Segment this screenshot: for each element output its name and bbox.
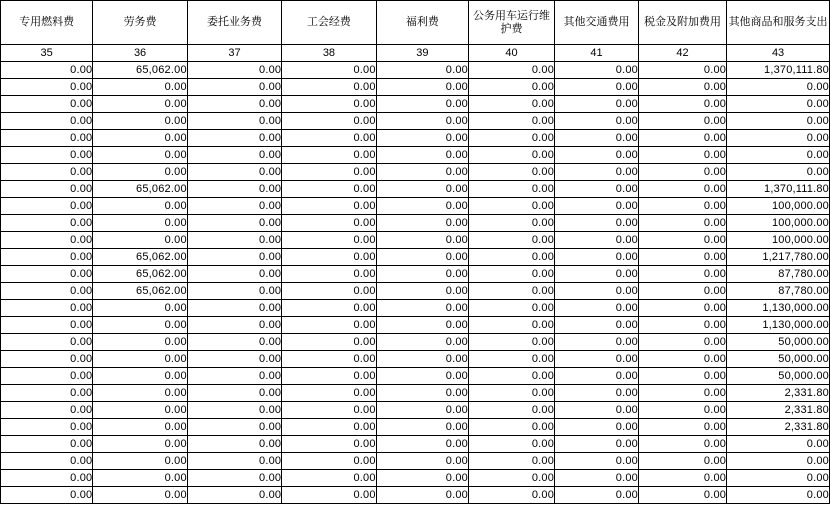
cell[interactable]: 0.00 (469, 351, 555, 368)
cell[interactable]: 0.00 (1, 436, 93, 453)
cell[interactable]: 0.00 (469, 249, 555, 266)
cell[interactable]: 0.00 (376, 79, 468, 96)
cell[interactable]: 0.00 (93, 402, 187, 419)
cell[interactable]: 0.00 (376, 249, 468, 266)
column-number-4: 39 (376, 45, 468, 62)
cell[interactable]: 0.00 (376, 300, 468, 317)
cell[interactable]: 65,062.00 (93, 62, 187, 79)
cell[interactable]: 1,130,000.00 (727, 317, 830, 334)
column-header-1[interactable]: 劳务费 (93, 1, 187, 45)
table-row (1, 96, 830, 113)
cell[interactable]: 0.00 (555, 249, 639, 266)
cell[interactable]: 0.00 (282, 419, 376, 436)
cell[interactable]: 0.00 (376, 334, 468, 351)
cell[interactable]: 0.00 (376, 351, 468, 368)
cell[interactable]: 0.00 (376, 181, 468, 198)
table-row (1, 283, 830, 300)
column-header-0[interactable]: 专用燃料费 (1, 1, 93, 45)
cell[interactable]: 0.00 (93, 113, 187, 130)
cell[interactable]: 0.00 (555, 164, 639, 181)
cell[interactable]: 0.00 (469, 266, 555, 283)
table-row (1, 198, 830, 215)
cell[interactable]: 0.00 (93, 232, 187, 249)
cell[interactable]: 0.00 (187, 402, 281, 419)
cell[interactable]: 0.00 (469, 283, 555, 300)
column-number-2: 37 (187, 45, 281, 62)
cell[interactable]: 0.00 (282, 181, 376, 198)
cell[interactable]: 0.00 (555, 385, 639, 402)
cell[interactable]: 0.00 (376, 113, 468, 130)
cell[interactable]: 1,370,111.80 (727, 62, 830, 79)
table-row (1, 249, 830, 266)
cell[interactable]: 2,331.80 (727, 419, 830, 436)
table-row (1, 487, 830, 504)
cell[interactable]: 100,000.00 (727, 232, 830, 249)
cell[interactable]: 0.00 (376, 317, 468, 334)
cell[interactable]: 0.00 (282, 147, 376, 164)
cell[interactable]: 0.00 (469, 402, 555, 419)
cell[interactable]: 0.00 (638, 130, 726, 147)
cell[interactable]: 0.00 (282, 351, 376, 368)
cell[interactable]: 0.00 (282, 164, 376, 181)
table-row (1, 300, 830, 317)
cell[interactable]: 0.00 (555, 300, 639, 317)
cell[interactable]: 0.00 (555, 232, 639, 249)
cell[interactable]: 0.00 (638, 113, 726, 130)
cell[interactable]: 0.00 (187, 317, 281, 334)
cell[interactable]: 0.00 (282, 249, 376, 266)
cell[interactable]: 0.00 (469, 487, 555, 504)
cell[interactable]: 0.00 (282, 62, 376, 79)
cell[interactable]: 0.00 (638, 436, 726, 453)
cell[interactable]: 0.00 (638, 181, 726, 198)
cell[interactable]: 0.00 (469, 147, 555, 164)
cell[interactable]: 0.00 (555, 130, 639, 147)
table-row (1, 164, 830, 181)
cell[interactable]: 0.00 (282, 79, 376, 96)
cell[interactable]: 0.00 (469, 436, 555, 453)
table-row (1, 368, 830, 385)
cell[interactable]: 50,000.00 (727, 351, 830, 368)
cell[interactable]: 0.00 (555, 215, 639, 232)
cell[interactable]: 0.00 (376, 62, 468, 79)
cell[interactable]: 0.00 (727, 79, 830, 96)
cell[interactable]: 0.00 (727, 436, 830, 453)
cell[interactable]: 0.00 (638, 266, 726, 283)
cell[interactable]: 0.00 (282, 487, 376, 504)
cell[interactable]: 0.00 (638, 79, 726, 96)
cell[interactable]: 0.00 (469, 62, 555, 79)
cell[interactable]: 0.00 (187, 453, 281, 470)
column-header-8[interactable]: 其他商品和服务支出 (727, 1, 830, 45)
cell[interactable]: 0.00 (727, 130, 830, 147)
cell[interactable]: 0.00 (1, 334, 93, 351)
cell[interactable]: 0.00 (1, 130, 93, 147)
cell[interactable]: 0.00 (555, 79, 639, 96)
table-row (1, 453, 830, 470)
cell[interactable]: 0.00 (282, 453, 376, 470)
table-row (1, 334, 830, 351)
cell[interactable]: 0.00 (187, 198, 281, 215)
cell[interactable]: 0.00 (727, 147, 830, 164)
cell[interactable]: 0.00 (282, 368, 376, 385)
cell[interactable]: 0.00 (1, 96, 93, 113)
cell[interactable]: 0.00 (93, 130, 187, 147)
cell[interactable]: 0.00 (376, 419, 468, 436)
cell[interactable]: 0.00 (555, 62, 639, 79)
cell[interactable]: 0.00 (469, 385, 555, 402)
cell[interactable]: 0.00 (376, 453, 468, 470)
table-row (1, 113, 830, 130)
cell[interactable]: 0.00 (555, 181, 639, 198)
column-header-6[interactable]: 其他交通费用 (555, 1, 639, 45)
cell[interactable]: 0.00 (469, 79, 555, 96)
cell[interactable]: 0.00 (187, 283, 281, 300)
cell[interactable]: 0.00 (376, 436, 468, 453)
cell[interactable]: 0.00 (1, 266, 93, 283)
cell[interactable]: 0.00 (187, 79, 281, 96)
cell[interactable]: 0.00 (282, 130, 376, 147)
cell[interactable]: 0.00 (1, 283, 93, 300)
cell[interactable]: 0.00 (1, 368, 93, 385)
cell[interactable]: 0.00 (469, 419, 555, 436)
cell[interactable]: 1,130,000.00 (727, 300, 830, 317)
cell[interactable]: 50,000.00 (727, 368, 830, 385)
table-row (1, 130, 830, 147)
cell[interactable]: 100,000.00 (727, 215, 830, 232)
cell[interactable]: 0.00 (93, 385, 187, 402)
cell[interactable]: 1,370,111.80 (727, 181, 830, 198)
cell[interactable]: 0.00 (187, 130, 281, 147)
cell[interactable]: 0.00 (727, 96, 830, 113)
cell[interactable]: 0.00 (555, 113, 639, 130)
cell[interactable]: 0.00 (555, 419, 639, 436)
table-row (1, 436, 830, 453)
cell[interactable]: 0.00 (93, 453, 187, 470)
cell[interactable]: 0.00 (93, 436, 187, 453)
cell[interactable]: 0.00 (187, 487, 281, 504)
cell[interactable]: 0.00 (187, 470, 281, 487)
cell[interactable]: 0.00 (638, 419, 726, 436)
table-body (1, 62, 830, 504)
cell[interactable]: 0.00 (638, 147, 726, 164)
cell[interactable]: 0.00 (727, 113, 830, 130)
cell[interactable]: 0.00 (638, 334, 726, 351)
table-row (1, 402, 830, 419)
cell[interactable]: 0.00 (376, 96, 468, 113)
cell[interactable]: 0.00 (93, 334, 187, 351)
table-row (1, 317, 830, 334)
cell[interactable]: 0.00 (638, 232, 726, 249)
cell[interactable]: 0.00 (282, 470, 376, 487)
cell[interactable]: 0.00 (1, 147, 93, 164)
cell[interactable]: 0.00 (1, 419, 93, 436)
cell[interactable]: 0.00 (1, 385, 93, 402)
column-number-6: 41 (555, 45, 639, 62)
cell[interactable]: 0.00 (282, 215, 376, 232)
column-number-5: 40 (469, 45, 555, 62)
cell[interactable]: 0.00 (187, 62, 281, 79)
cell[interactable]: 0.00 (376, 385, 468, 402)
cell[interactable]: 0.00 (1, 113, 93, 130)
column-header-4[interactable]: 福利费 (376, 1, 468, 45)
cell[interactable]: 0.00 (376, 130, 468, 147)
cell[interactable]: 0.00 (93, 470, 187, 487)
cell[interactable]: 65,062.00 (93, 249, 187, 266)
cell[interactable]: 0.00 (93, 368, 187, 385)
column-number-0: 35 (1, 45, 93, 62)
table-row (1, 470, 830, 487)
cell[interactable]: 0.00 (93, 351, 187, 368)
cell[interactable]: 0.00 (93, 96, 187, 113)
cell[interactable]: 0.00 (282, 385, 376, 402)
cell[interactable]: 0.00 (1, 181, 93, 198)
cell[interactable]: 0.00 (187, 334, 281, 351)
cell[interactable]: 0.00 (638, 487, 726, 504)
cell[interactable]: 0.00 (187, 368, 281, 385)
cell[interactable]: 0.00 (555, 96, 639, 113)
cell[interactable]: 0.00 (638, 470, 726, 487)
cell[interactable]: 0.00 (638, 402, 726, 419)
cell[interactable]: 0.00 (282, 198, 376, 215)
cell[interactable]: 0.00 (376, 266, 468, 283)
cell[interactable]: 0.00 (469, 113, 555, 130)
cell[interactable]: 0.00 (727, 487, 830, 504)
cell[interactable]: 0.00 (555, 368, 639, 385)
cell[interactable]: 0.00 (555, 334, 639, 351)
cell[interactable]: 0.00 (93, 198, 187, 215)
cell[interactable]: 0.00 (187, 266, 281, 283)
cell[interactable]: 100,000.00 (727, 198, 830, 215)
table-row (1, 385, 830, 402)
column-number-3: 38 (282, 45, 376, 62)
cell[interactable]: 0.00 (555, 266, 639, 283)
cell[interactable]: 0.00 (282, 266, 376, 283)
cell[interactable]: 0.00 (1, 232, 93, 249)
cell[interactable]: 0.00 (1, 164, 93, 181)
cell[interactable]: 0.00 (469, 232, 555, 249)
column-number-row (1, 45, 830, 62)
table-row (1, 147, 830, 164)
cell[interactable]: 0.00 (376, 402, 468, 419)
cell[interactable]: 50,000.00 (727, 334, 830, 351)
cell[interactable]: 0.00 (282, 402, 376, 419)
cell[interactable]: 65,062.00 (93, 266, 187, 283)
cell[interactable]: 0.00 (555, 402, 639, 419)
cell[interactable]: 0.00 (187, 436, 281, 453)
cell[interactable]: 0.00 (93, 164, 187, 181)
cell[interactable]: 0.00 (93, 215, 187, 232)
cell[interactable]: 0.00 (376, 215, 468, 232)
cell[interactable]: 0.00 (1, 470, 93, 487)
column-header-5[interactable]: 公务用车运行维护费 (469, 1, 555, 45)
cell[interactable]: 0.00 (187, 113, 281, 130)
cell[interactable]: 0.00 (555, 351, 639, 368)
cell[interactable]: 0.00 (638, 368, 726, 385)
cell[interactable]: 0.00 (469, 198, 555, 215)
cell[interactable]: 0.00 (555, 198, 639, 215)
cell[interactable]: 0.00 (1, 62, 93, 79)
cell[interactable]: 0.00 (469, 368, 555, 385)
cell[interactable]: 0.00 (282, 96, 376, 113)
cell[interactable]: 0.00 (376, 283, 468, 300)
cell[interactable]: 0.00 (555, 436, 639, 453)
cell[interactable]: 0.00 (638, 300, 726, 317)
cell[interactable]: 0.00 (376, 470, 468, 487)
cell[interactable]: 0.00 (638, 164, 726, 181)
cell[interactable]: 0.00 (376, 368, 468, 385)
cell[interactable]: 0.00 (93, 317, 187, 334)
table-row (1, 181, 830, 198)
cell[interactable]: 0.00 (376, 164, 468, 181)
cell[interactable]: 0.00 (555, 487, 639, 504)
cell[interactable]: 65,062.00 (93, 181, 187, 198)
cell[interactable]: 65,062.00 (93, 283, 187, 300)
cell[interactable]: 0.00 (469, 164, 555, 181)
cell[interactable]: 0.00 (469, 470, 555, 487)
cell[interactable]: 0.00 (469, 215, 555, 232)
cell[interactable]: 0.00 (638, 198, 726, 215)
cell[interactable]: 0.00 (187, 181, 281, 198)
cell[interactable]: 0.00 (1, 402, 93, 419)
cell[interactable]: 0.00 (638, 62, 726, 79)
cell[interactable]: 0.00 (1, 198, 93, 215)
cell[interactable]: 0.00 (638, 249, 726, 266)
table-row (1, 232, 830, 249)
cell[interactable]: 0.00 (187, 96, 281, 113)
cell[interactable]: 0.00 (469, 300, 555, 317)
table-header (1, 1, 830, 62)
column-number-8: 43 (727, 45, 830, 62)
cell[interactable]: 0.00 (187, 249, 281, 266)
cell[interactable]: 0.00 (187, 300, 281, 317)
cell[interactable]: 2,331.80 (727, 402, 830, 419)
cell[interactable]: 87,780.00 (727, 283, 830, 300)
cell[interactable]: 2,331.80 (727, 385, 830, 402)
cell[interactable]: 0.00 (469, 130, 555, 147)
cell[interactable]: 0.00 (282, 317, 376, 334)
cell[interactable]: 0.00 (282, 113, 376, 130)
cell[interactable]: 0.00 (187, 419, 281, 436)
cell[interactable]: 0.00 (282, 436, 376, 453)
column-header-2[interactable]: 委托业务费 (187, 1, 281, 45)
cell[interactable]: 0.00 (1, 300, 93, 317)
cell[interactable]: 0.00 (638, 283, 726, 300)
cell[interactable]: 0.00 (555, 147, 639, 164)
cell[interactable]: 0.00 (1, 79, 93, 96)
cell[interactable]: 0.00 (1, 487, 93, 504)
column-header-7[interactable]: 税金及附加费用 (638, 1, 726, 45)
cell[interactable]: 0.00 (187, 147, 281, 164)
cell[interactable]: 0.00 (282, 283, 376, 300)
cell[interactable]: 0.00 (1, 351, 93, 368)
cell[interactable]: 0.00 (93, 79, 187, 96)
cell[interactable]: 1,217,780.00 (727, 249, 830, 266)
cell[interactable]: 0.00 (187, 351, 281, 368)
cell[interactable]: 0.00 (727, 470, 830, 487)
cell[interactable]: 0.00 (282, 232, 376, 249)
cell[interactable]: 0.00 (638, 351, 726, 368)
table-row (1, 266, 830, 283)
cell[interactable]: 0.00 (1, 215, 93, 232)
cell[interactable]: 0.00 (638, 96, 726, 113)
column-header-3[interactable]: 工会经费 (282, 1, 376, 45)
cell[interactable]: 0.00 (469, 453, 555, 470)
cell[interactable]: 0.00 (93, 147, 187, 164)
cell[interactable]: 0.00 (638, 317, 726, 334)
table-row (1, 419, 830, 436)
table-row (1, 62, 830, 79)
cell[interactable]: 0.00 (376, 198, 468, 215)
header-row (1, 1, 830, 45)
cell[interactable]: 0.00 (555, 470, 639, 487)
cell[interactable]: 0.00 (93, 419, 187, 436)
cell[interactable]: 0.00 (282, 334, 376, 351)
cell[interactable]: 0.00 (555, 283, 639, 300)
cell[interactable]: 0.00 (93, 300, 187, 317)
cell[interactable]: 0.00 (93, 487, 187, 504)
cell[interactable]: 0.00 (187, 385, 281, 402)
cell[interactable]: 0.00 (376, 487, 468, 504)
column-number-1: 36 (93, 45, 187, 62)
cell[interactable]: 0.00 (1, 453, 93, 470)
cell[interactable]: 0.00 (638, 215, 726, 232)
cell[interactable]: 0.00 (1, 249, 93, 266)
cell[interactable]: 0.00 (187, 232, 281, 249)
column-number-7: 42 (638, 45, 726, 62)
cell[interactable]: 0.00 (187, 215, 281, 232)
cell[interactable]: 0.00 (469, 317, 555, 334)
cell[interactable]: 0.00 (1, 317, 93, 334)
table-row (1, 351, 830, 368)
cell[interactable]: 0.00 (638, 385, 726, 402)
table-row (1, 79, 830, 96)
cell[interactable]: 0.00 (376, 232, 468, 249)
cell[interactable]: 0.00 (727, 164, 830, 181)
cell[interactable]: 0.00 (555, 317, 639, 334)
cell[interactable]: 0.00 (469, 96, 555, 113)
cell[interactable]: 0.00 (187, 164, 281, 181)
cell[interactable]: 0.00 (469, 334, 555, 351)
cell[interactable]: 87,780.00 (727, 266, 830, 283)
table-row (1, 215, 830, 232)
cell[interactable]: 0.00 (282, 300, 376, 317)
cell[interactable]: 0.00 (469, 181, 555, 198)
cell[interactable]: 0.00 (727, 453, 830, 470)
cell[interactable]: 0.00 (638, 453, 726, 470)
cell[interactable]: 0.00 (555, 453, 639, 470)
cell[interactable]: 0.00 (376, 147, 468, 164)
